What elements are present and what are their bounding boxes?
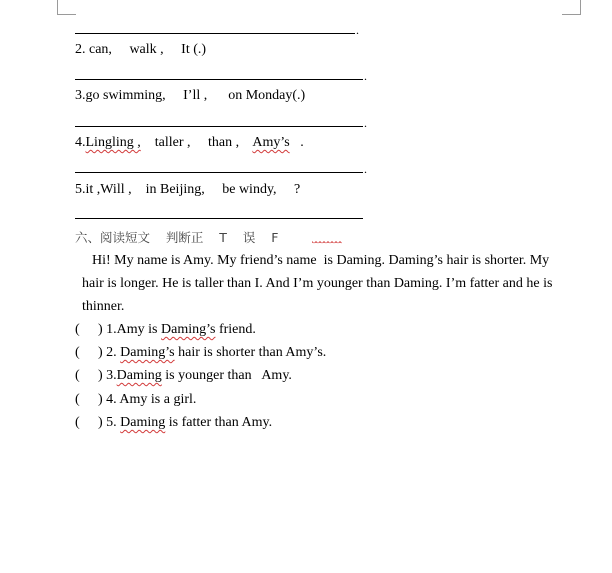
- tf-item-2: ( ) 2. Daming’s hair is shorter than Amy’s.: [75, 345, 327, 360]
- answer-line-period: .: [364, 116, 367, 130]
- spellcheck-wave: [312, 241, 342, 245]
- tf-item-4: ( ) 4. Amy is a girl.: [75, 392, 197, 407]
- page-margin-mark-left: [57, 0, 76, 15]
- passage-line-1: Hi! My name is Amy. My friend’s name is Daming. Daming’s hair is shorter. My: [92, 253, 550, 268]
- answer-line: [75, 172, 363, 173]
- question-5: 5.it ,Will , in Beijing, be windy, ?: [75, 182, 301, 197]
- tf-item-5: ( ) 5. Daming is fatter than Amy.: [75, 415, 273, 430]
- answer-line: [75, 218, 363, 219]
- tf-item-1: ( ) 1.Amy is Daming’s friend.: [75, 322, 256, 337]
- answer-line: [75, 33, 355, 34]
- page-margin-mark-right: [562, 0, 581, 15]
- tf-item-3: ( ) 3.Daming is younger than Amy.: [75, 368, 292, 383]
- question-3: 3.go swimming, I’ll , on Monday(.): [75, 88, 306, 103]
- passage-line-3: thinner.: [82, 299, 125, 314]
- section-heading: 六、阅读短文 判断正 T 误 F: [75, 230, 279, 245]
- answer-line-period: .: [364, 69, 367, 83]
- answer-line: [75, 79, 363, 80]
- answer-line-period: .: [356, 23, 359, 37]
- question-2: 2. can, walk , It (.): [75, 42, 207, 57]
- reading-passage: [82, 249, 562, 318]
- passage-line-2: hair is longer. He is taller than I. And I’m younger than Daming. I’m fatter and he is: [82, 276, 553, 291]
- question-4: 4.Lingling , taller , than , Amy’s .: [75, 135, 304, 150]
- answer-line: [75, 126, 363, 127]
- answer-line-period: .: [364, 162, 367, 176]
